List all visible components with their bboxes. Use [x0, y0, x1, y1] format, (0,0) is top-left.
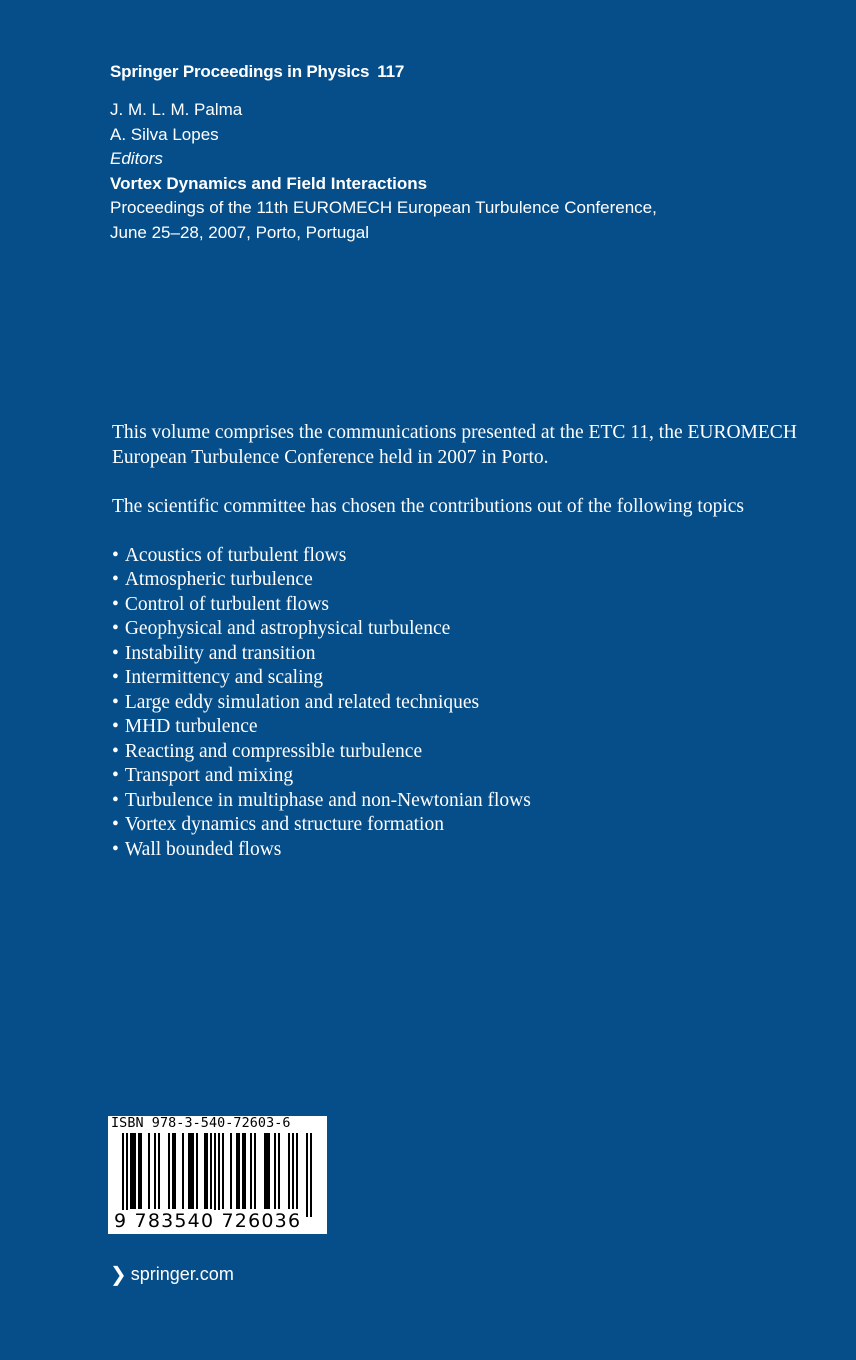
list-item: • Control of turbulent flows	[112, 593, 330, 615]
bullet-icon: •	[112, 765, 119, 786]
barcode-digits: 9 783540 726036	[114, 1210, 302, 1232]
list-item: • Transport and mixing	[112, 765, 294, 786]
topics-intro: The scientific committee has chosen the contributions out of the following topics	[112, 495, 744, 517]
barcode-bars	[108, 1133, 327, 1217]
list-item: • Instability and transition	[112, 642, 316, 664]
bullet-icon: •	[112, 838, 119, 860]
barcode-bar	[126, 1133, 128, 1217]
list-item: • Vortex dynamics and structure formation	[112, 814, 444, 835]
bullet-icon: •	[112, 642, 119, 664]
barcode-bar	[250, 1133, 252, 1209]
list-item: • Turbulence in multiphase and non-Newtonian flows	[112, 789, 531, 811]
bullet-icon: •	[112, 667, 119, 688]
barcode-bar	[274, 1133, 276, 1209]
description-block	[112, 421, 802, 862]
barcode-bar	[168, 1133, 170, 1209]
isbn-text: ISBN 978-3-540-72603-6	[111, 1116, 291, 1131]
bullet-icon: •	[112, 544, 119, 566]
barcode-bar	[288, 1133, 290, 1209]
barcode-bar	[182, 1133, 184, 1209]
barcode-bar	[310, 1133, 312, 1217]
barcode-bar	[174, 1133, 176, 1209]
barcode-bar	[238, 1133, 240, 1209]
chevron-right-icon: ❯	[110, 1264, 127, 1286]
list-item: • MHD turbulence	[112, 716, 258, 737]
barcode-bar	[254, 1133, 256, 1209]
bullet-icon: •	[112, 716, 119, 737]
bullet-icon: •	[112, 814, 119, 835]
bullet-icon: •	[112, 789, 119, 811]
barcode-bar	[268, 1133, 270, 1209]
isbn-barcode	[108, 1116, 327, 1234]
barcode-bar	[242, 1133, 244, 1209]
editor-name: J. M. L. M. Palma	[110, 100, 243, 119]
barcode-bar	[244, 1133, 246, 1209]
barcode-bar	[206, 1133, 208, 1209]
editors-role: Editors	[110, 149, 163, 168]
barcode-bar	[278, 1133, 280, 1209]
barcode-bar	[140, 1133, 142, 1209]
list-item: • Acoustics of turbulent flows	[112, 544, 347, 566]
barcode-bar	[154, 1133, 156, 1209]
barcode-bar	[214, 1133, 216, 1217]
barcode-bar	[230, 1133, 232, 1209]
series-line	[110, 62, 404, 82]
list-item: • Wall bounded flows	[112, 838, 282, 860]
barcode-bar	[122, 1133, 124, 1217]
series-number: 117	[377, 62, 405, 81]
book-subtitle-line-1: Proceedings of the 11th EUROMECH European Turbulence Conference,	[110, 198, 657, 217]
barcode-bar	[210, 1133, 212, 1209]
website-link[interactable]	[110, 1262, 234, 1287]
barcode-bar	[192, 1133, 194, 1209]
barcode-bar	[158, 1133, 160, 1209]
barcode-bar	[134, 1133, 136, 1209]
barcode-bar	[204, 1133, 206, 1209]
bullet-icon: •	[112, 569, 119, 590]
list-item: • Atmospheric turbulence	[112, 569, 313, 590]
barcode-bar	[132, 1133, 134, 1209]
website-url: springer.com	[130, 1264, 234, 1284]
list-item: • Reacting and compressible turbulence	[112, 740, 423, 762]
barcode-bar	[148, 1133, 150, 1209]
barcode-bar	[218, 1133, 220, 1217]
editors-block	[110, 98, 657, 245]
barcode-bar	[306, 1133, 308, 1217]
barcode-bar	[236, 1133, 238, 1209]
barcode-bar	[138, 1133, 140, 1209]
topics-list	[112, 544, 802, 863]
barcode-bar	[266, 1133, 268, 1209]
book-subtitle-line-2: June 25–28, 2007, Porto, Portugal	[110, 222, 369, 242]
barcode-bar	[296, 1133, 298, 1209]
barcode-bar	[292, 1133, 294, 1209]
editor-name: A. Silva Lopes	[110, 124, 219, 144]
bullet-icon: •	[112, 618, 119, 639]
bullet-icon: •	[112, 691, 119, 713]
barcode-bar	[222, 1133, 224, 1209]
list-item: • Large eddy simulation and related techniques	[112, 691, 480, 713]
list-item: • Geophysical and astrophysical turbulence	[112, 618, 451, 639]
barcode-bar	[188, 1133, 190, 1209]
list-item: • Intermittency and scaling	[112, 667, 324, 688]
book-title: Vortex Dynamics and Field Interactions	[110, 173, 428, 193]
barcode-bar	[172, 1133, 174, 1209]
barcode-bar	[130, 1133, 132, 1209]
barcode-bar	[196, 1133, 198, 1209]
barcode-bar	[264, 1133, 266, 1209]
bullet-icon: •	[112, 740, 119, 762]
bullet-icon: •	[112, 593, 119, 615]
barcode-bar	[190, 1133, 192, 1209]
series-name: Springer Proceedings in Physics	[110, 62, 370, 81]
intro-paragraph: This volume comprises the communications presented at the ETC 11, the EUROMECH European Turbulence Conference held in 2007 in Porto.	[112, 422, 797, 468]
